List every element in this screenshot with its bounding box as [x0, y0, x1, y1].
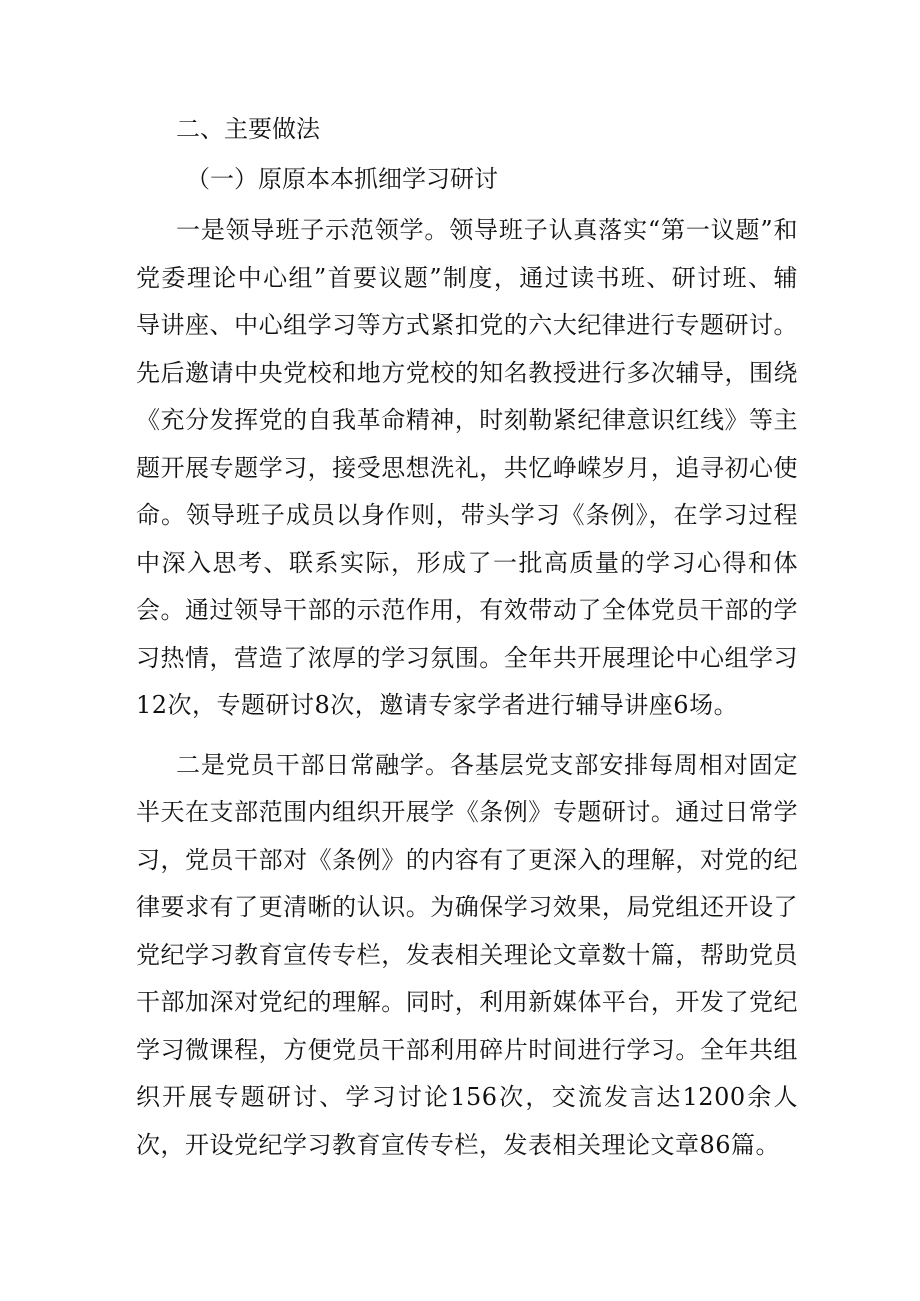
paragraph-daily-study: 二是党员干部日常融学。各基层党支部安排每周相对固定半天在支部范围内组织开展学《条例》专题研讨。通过日常学习，党员干部对《条例》的内容有了更深入的理解，对党的纪律要求有了更清晰的认识。为确保学习效果，局党组还开设了党纪学习教育宣传专栏，发表相关理论文章数十篇，帮助党员干部加深对党纪的理解。同时，利用新媒体平台，开发了党纪学习微课程，方便党员干部利用碎片时间进行学习。全年共组织开展专题研讨、学习讨论156次，交流发言达1200余人次，开设党纪学习教育宣传专栏，发表相关理论文章86篇。: [136, 750, 798, 1159]
subsection-heading: （一）原原本本抓细学习研讨: [186, 165, 498, 193]
document-body: [136, 104, 798, 1169]
section-heading: 二、主要做法: [176, 115, 320, 143]
paragraph-leadership-study: 一是领导班子示范领学。领导班子认真落实“第一议题”和党委理论中心组”首要议题”制度，通过读书班、研讨班、辅导讲座、中心组学习等方式紧扣党的六大纪律进行专题研讨。先后邀请中央党校和地方党校的知名教授进行多次辅导，围绕《充分发挥党的自我革命精神，时刻勒紧纪律意识红线》等主题开展专题学习，接受思想洗礼，共忆峥嵘岁月，追寻初心使命。领导班子成员以身作则，带头学习《条例》，在学习过程中深入思考、联系实际，形成了一批高质量的学习心得和体会。通过领导干部的示范作用，有效带动了全体党员干部的学习热情，营造了浓厚的学习氛围。全年共开展理论中心组学习12次，专题研讨8次，邀请专家学者进行辅导讲座6场。: [136, 216, 798, 719]
